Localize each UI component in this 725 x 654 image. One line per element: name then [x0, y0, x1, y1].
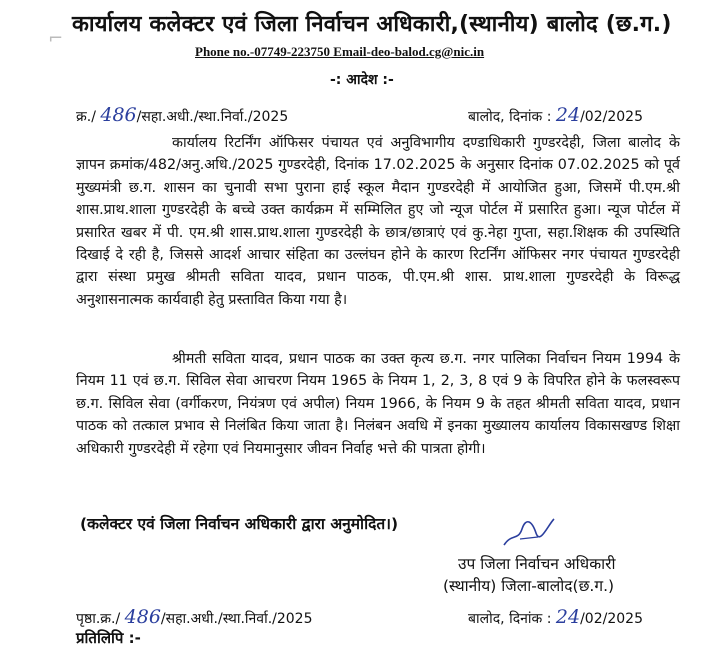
- endorsement-prefix: पृष्ठा.क्र./: [76, 611, 121, 627]
- ref-month-year: /02/2025: [580, 109, 643, 125]
- signature-scribble: [498, 515, 558, 551]
- ref-date-label: बालोद, दिनांक :: [468, 109, 552, 125]
- endorsement-number: [76, 606, 313, 628]
- copy-to-label: प्रतिलिपि :-: [76, 629, 141, 647]
- contact-line: Phone no.-07749-223750 Email-deo-balod.cg@nic.in: [195, 44, 485, 59]
- endorsement-month-year: /02/2025: [580, 611, 643, 627]
- margin-mark: ⌐: [48, 28, 64, 49]
- order-paragraph-1: कार्यालय रिटर्निंग ऑफिसर पंचायत एवं अनुविभागीय दण्डाधिकारी गुण्डरदेही, जिला बालोद के ज्ञापन क्रमांक/482/अनु.अधि./2025 गुण्डरदेही, दिनांक 17.02.2025 के अनुसार दिनांक 07.02.2025 को पूर्व मुख्यमंत्री छ.ग. शासन का चुनावी सभा पुराना हाई स्कूल मैदान गुण्डरदेही में आयोजित हुआ, जिसमें पी.एम.श्री शास.प्राथ.शाला गुण्डरदेही के बच्चे उक्त कार्यक्रम में सम्मिलित हुए जो न्यूज पोर्टल में प्रसारित हुआ। न्यूज पोर्टल में प्रसारित खबर में पी. एम.श्री शास.प्राथ.शाला गुण्डरदेही के छात्र/छात्राएं एवं कु.नेहा गुप्ता, सहा.शिक्षक की उपस्थिति दिखाई दे रही है, जिससे आदर्श आचार संहिता का उल्लंघन होने के कारण रिटर्निंग ऑफिसर नगर पंचायत गुण्डरदेही द्वारा संस्था प्रमुख श्रीमती सविता यादव, प्रधान पाठक, पी.एम.श्री शास. प्राथ.शाला गुण्डरदेही के विरूद्ध अनुशासनात्मक कार्यवाही हेतु प्रस्तावित किया गया है।: [76, 135, 680, 308]
- endorsement-date-label: बालोद, दिनांक :: [468, 611, 552, 627]
- reference-date: [468, 104, 643, 126]
- endorsement-suffix: /सहा.अधी./स्था.निर्वा./2025: [160, 611, 313, 627]
- endorsement-number-handwritten: 486: [124, 606, 161, 628]
- signatory-designation: उप जिला निर्वाचन अधिकारी: [458, 555, 616, 573]
- ref-number-handwritten: 486: [100, 104, 137, 126]
- approval-note: (कलेक्टर एवं जिला निर्वाचन अधिकारी द्वारा अनुमोदित।): [80, 515, 399, 533]
- endorsement-date: [468, 606, 643, 628]
- order-paragraph-2: श्रीमती सविता यादव, प्रधान पाठक का उक्त कृत्य छ.ग. नगर पालिका निर्वाचन नियम 1994 के नियम 11 एवं छ.ग. सिविल सेवा आचरण नियम 1965 के नियम 1, 2, 3, 8 एवं 9 के विपरित होने के फलस्वरूप छ.ग. सिविल सेवा (वर्गीकरण, नियंत्रण एवं अपील) नियम 1966, के नियम 9 के तहत श्रीमती सविता यादव, प्रधान पाठक को तत्काल प्रभाव से निलंबित किया जाता है। निलंबन अवधि में इनका मुख्यालय कार्यालय विकासखण्ड शिक्षा अधिकारी गुण्डरदेही में रहेगा एवं नियमानुसार जीवन निर्वाह भत्ते की पात्रता होगी।: [76, 351, 680, 457]
- ref-suffix: /सहा.अधी./स्था.निर्वा./2025: [136, 109, 289, 125]
- ref-prefix: क्र./: [76, 109, 96, 125]
- office-title: कार्यालय कलेक्टर एवं जिला निर्वाचन अधिकारी,(स्थानीय) बालोद (छ.ग.): [72, 12, 672, 37]
- ref-day-handwritten: 24: [555, 104, 581, 126]
- signatory-office: (स्थानीय) जिला-बालोद(छ.ग.): [443, 577, 615, 595]
- reference-number: [76, 104, 288, 126]
- order-heading: -: आदेश :-: [330, 72, 394, 88]
- endorsement-day-handwritten: 24: [555, 606, 581, 628]
